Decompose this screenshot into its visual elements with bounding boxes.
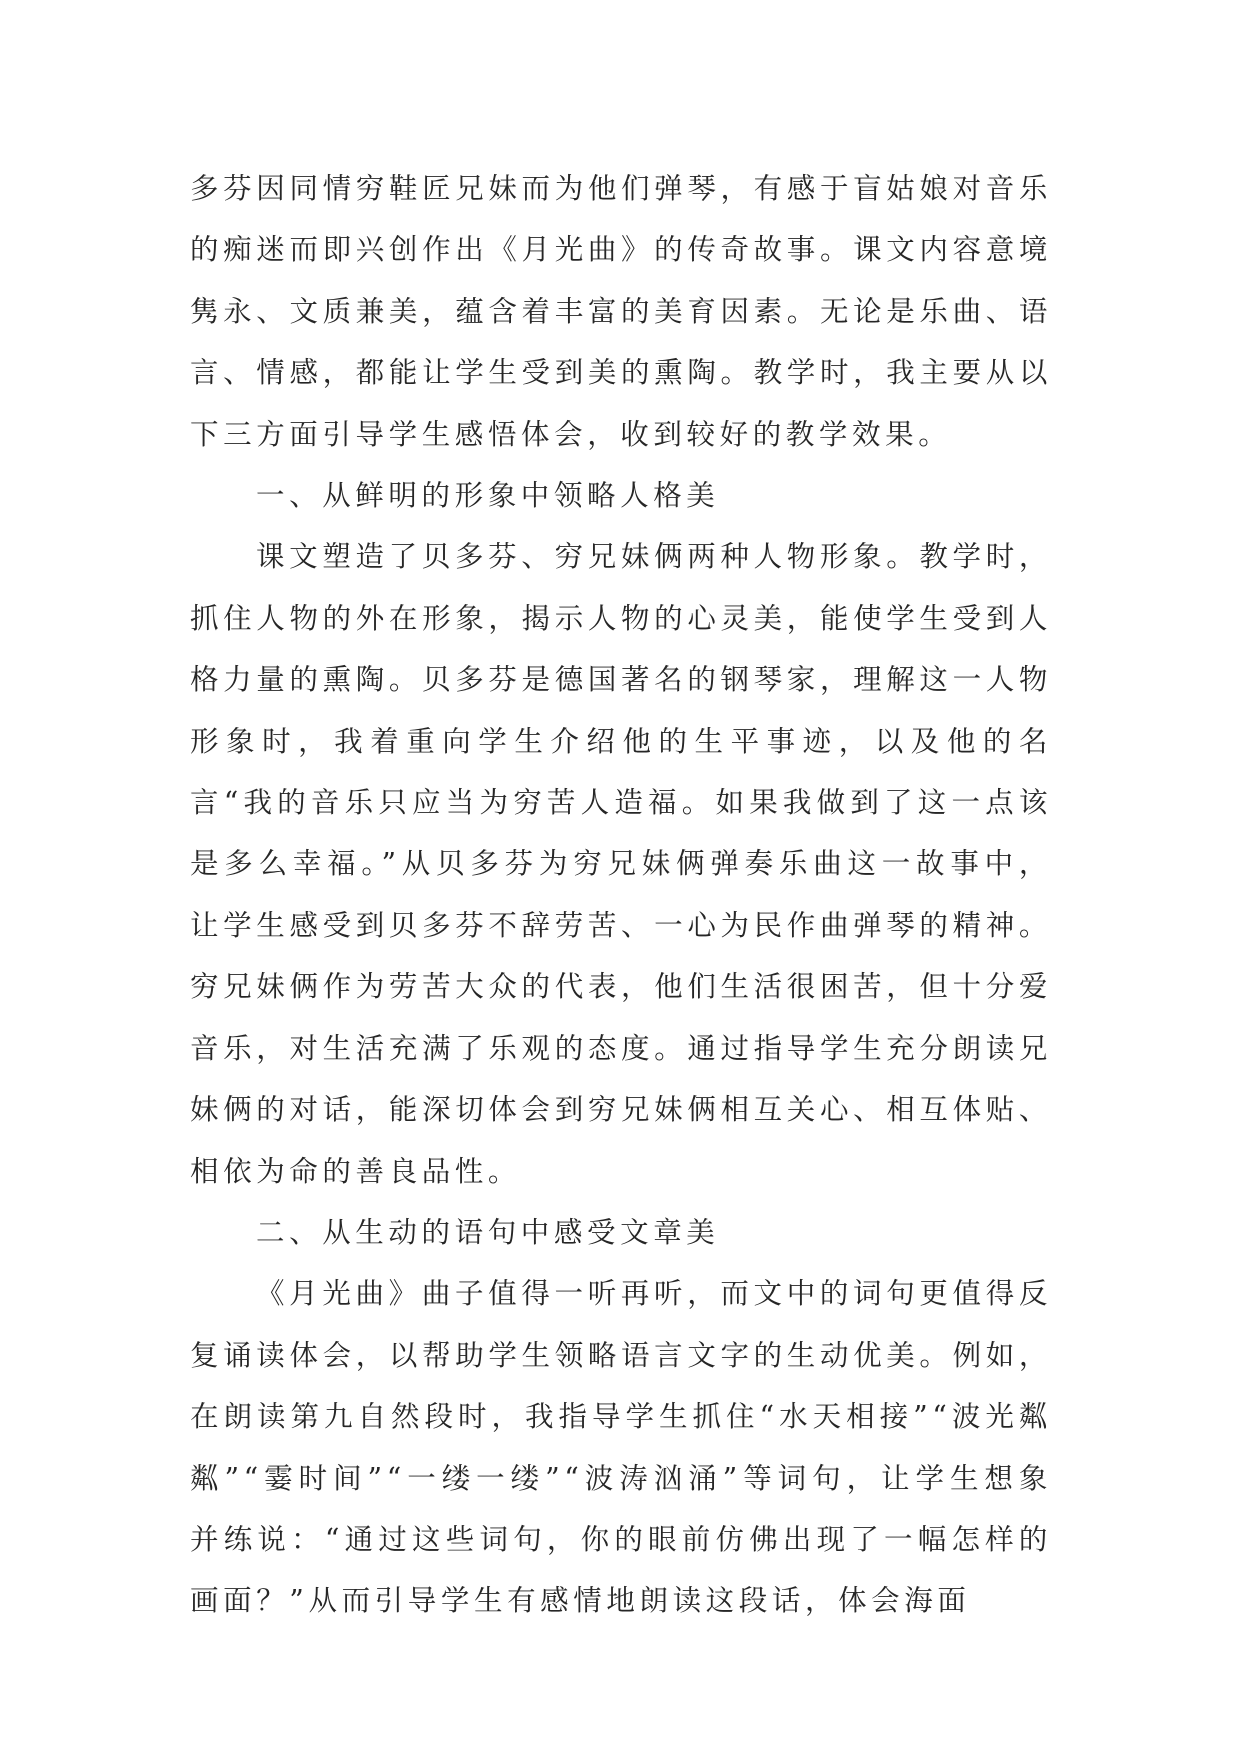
paragraph-character-beauty: 课文塑造了贝多芬、穷兄妹俩两种人物形象。教学时，抓住人物的外在形象，揭示人物的心灵美，能使学生受到人格力量的熏陶。贝多芬是德国著名的钢琴家，理解这一人物形象时，我着重向学生介绍他的生平事迹，以及他的名言“我的音乐只应当为穷苦人造福。如果我做到了这一点该是多么幸福。”从贝多芬为穷兄妹俩弹奏乐曲这一故事中，让学生感受到贝多芬不辞劳苦、一心为民作曲弹琴的精神。穷兄妹俩作为劳苦大众的代表，他们生活很困苦，但十分爱音乐，对生活充满了乐观的态度。通过指导学生充分朗读兄妹俩的对话，能深切体会到穷兄妹俩相互关心、相互体贴、相依为命的善良品性。 [190, 540, 1052, 1188]
section-heading-2: 二、从生动的语句中感受文章美 [256, 1215, 720, 1249]
paragraph-continuation: 多芬因同情穷鞋匠兄妹而为他们弹琴，有感于盲姑娘对音乐的痴迷而即兴创作出《月光曲》的传奇故事。课文内容意境隽永、文质兼美，蕴含着丰富的美育因素。无论是乐曲、语言、情感，都能让学生受到美的熏陶。教学时，我主要从以下三方面引导学生感悟体会，收到较好的教学效果。 [190, 172, 1052, 451]
document-page [190, 158, 1052, 1632]
paragraph-language-beauty: 《月光曲》曲子值得一听再听，而文中的词句更值得反复诵读体会，以帮助学生领略语言文字的生动优美。例如，在朗读第九自然段时，我指导学生抓住“水天相接”“波光粼粼”“霎时间”“一缕一缕”“波涛汹涌”等词句，让学生想象并练说：“通过这些词句，你的眼前仿佛出现了一幅怎样的画面？”从而引导学生有感情地朗读这段话，体会海面 [190, 1277, 1052, 1618]
section-heading-1: 一、从鲜明的形象中领略人格美 [256, 479, 720, 513]
